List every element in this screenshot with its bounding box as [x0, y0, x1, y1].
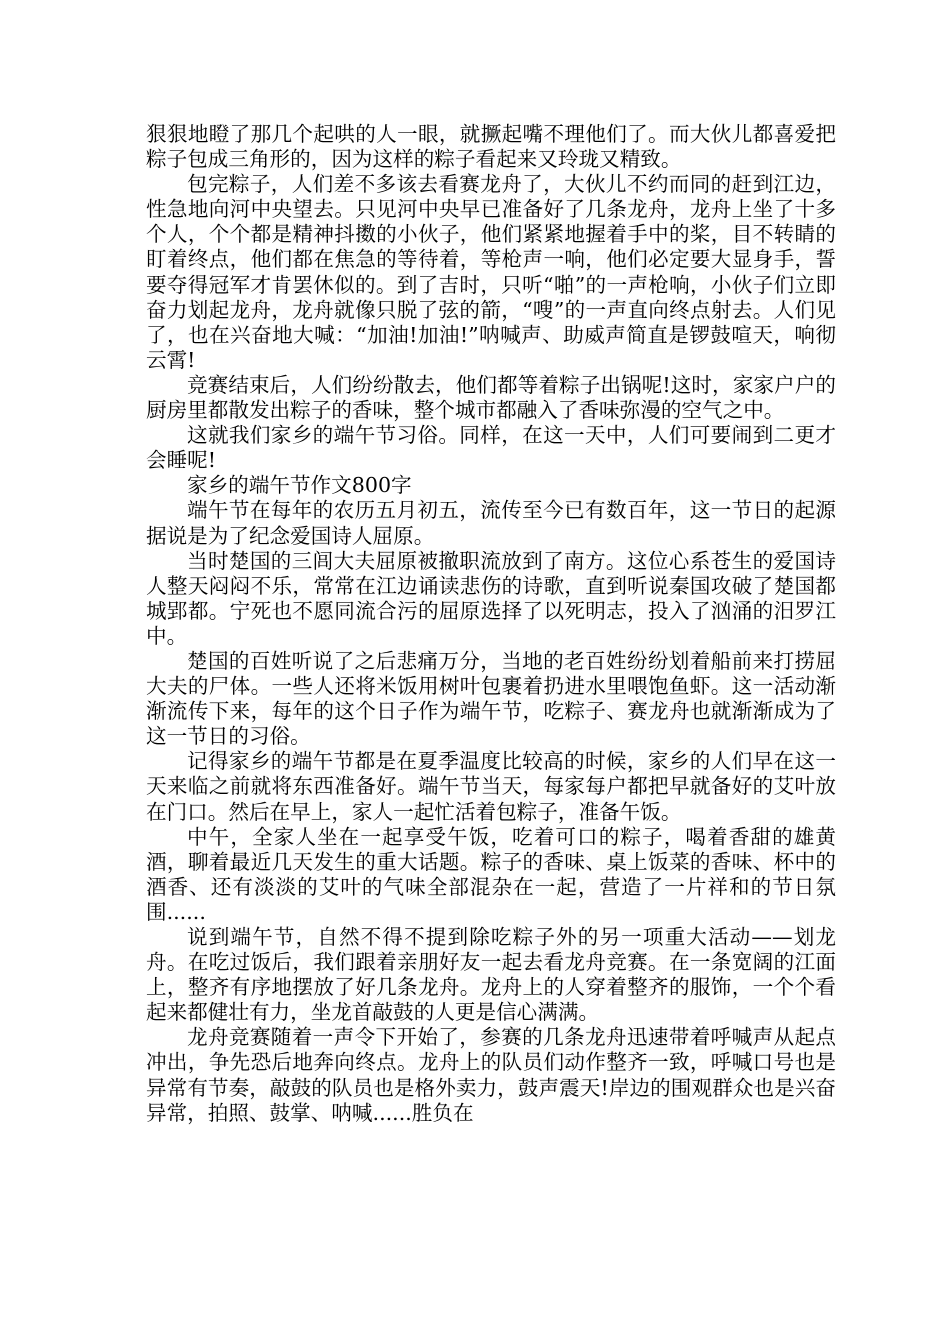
paragraph: 竞赛结束后，人们纷纷散去，他们都等着粽子出锅呢!这时，家家户户的厨房里都散发出粽子的香味，整个城市都融入了香味弥漫的空气之中。 [146, 372, 836, 423]
paragraph: 记得家乡的端午节都是在夏季温度比较高的时候，家乡的人们早在这一天来临之前就将东西准备好。端午节当天，每家每户都把早就备好的艾叶放在门口。然后在早上，家人一起忙活着包粽子，准备午饭。 [146, 749, 836, 824]
paragraph: 这就我们家乡的端午节习俗。同样，在这一天中，人们可要闹到二更才会睡呢! [146, 423, 836, 473]
paragraph: 中午，全家人坐在一起享受午饭，吃着可口的粽子，喝着香甜的雄黄酒，聊着最近几天发生的重大话题。粽子的香味、桌上饭菜的香味、杯中的酒香、还有淡淡的艾叶的气味全部混杂在一起，营造了一片祥和的节日氛围...... [146, 824, 836, 924]
essay-body [146, 122, 836, 1126]
paragraph: 包完粽子，人们差不多该去看赛龙舟了，大伙儿不约而同的赶到江边，性急地向河中央望去。只见河中央早已准备好了几条龙舟，龙舟上坐了十多个人，个个都是精神抖擞的小伙子，他们紧紧地握着手中的桨，目不转睛的盯着终点，他们都在焦急的等待着，等枪声一响，他们必定要大显身手，誓要夺得冠军才肯罢休似的。到了吉时，只听“啪”的一声枪响，小伙子们立即奋力划起龙舟，龙舟就像只脱了弦的箭，“嗖”的一声直向终点射去。人们见了，也在兴奋地大喊：“加油!加油!”呐喊声、助威声简直是锣鼓喧天，响彻云霄! [146, 172, 836, 372]
paragraph: 楚国的百姓听说了之后悲痛万分，当地的老百姓纷纷划着船前来打捞屈大夫的尸体。一些人还将米饭用树叶包裹着扔进水里喂饱鱼虾。这一活动渐渐流传下来，每年的这个日子作为端午节，吃粽子、赛龙舟也就渐渐成为了这一节日的习俗。 [146, 648, 836, 749]
essay-title: 家乡的端午节作文800字 [187, 473, 412, 498]
paragraph: 龙舟竞赛随着一声令下开始了，参赛的几条龙舟迅速带着呼喊声从起点冲出，争先恐后地奔向终点。龙舟上的队员们动作整齐一致，呼喊口号也是异常有节奏，敲鼓的队员也是格外卖力，鼓声震天!岸边的围观群众也是兴奋异常，拍照、鼓掌、呐喊......胜负在 [146, 1025, 836, 1125]
paragraph: 端午节在每年的农历五月初五，流传至今已有数百年，这一节日的起源据说是为了纪念爱国诗人屈原。 [146, 498, 836, 548]
paragraph: 当时楚国的三闾大夫屈原被撤职流放到了南方。这位心系苍生的爱国诗人整天闷闷不乐，常常在江边诵读悲伤的诗歌，直到听说秦国攻破了楚国都城郢都。宁死也不愿同流合污的屈原选择了以死明志，投入了汹涌的汨罗江中。 [146, 548, 836, 648]
paragraph-continuation: 狠狠地瞪了那几个起哄的人一眼，就撅起嘴不理他们了。而大伙儿都喜爱把粽子包成三角形的，因为这样的粽子看起来又玲珑又精致。 [146, 122, 836, 172]
paragraph: 说到端午节，自然不得不提到除吃粽子外的另一项重大活动——划龙舟。在吃过饭后，我们跟着亲朋好友一起去看龙舟竞赛。在一条宽阔的江面上，整齐有序地摆放了好几条龙舟。龙舟上的人穿着整齐的服饰，一个个看起来都健壮有力，坐龙首敲鼓的人更是信心满满。 [146, 925, 836, 1025]
